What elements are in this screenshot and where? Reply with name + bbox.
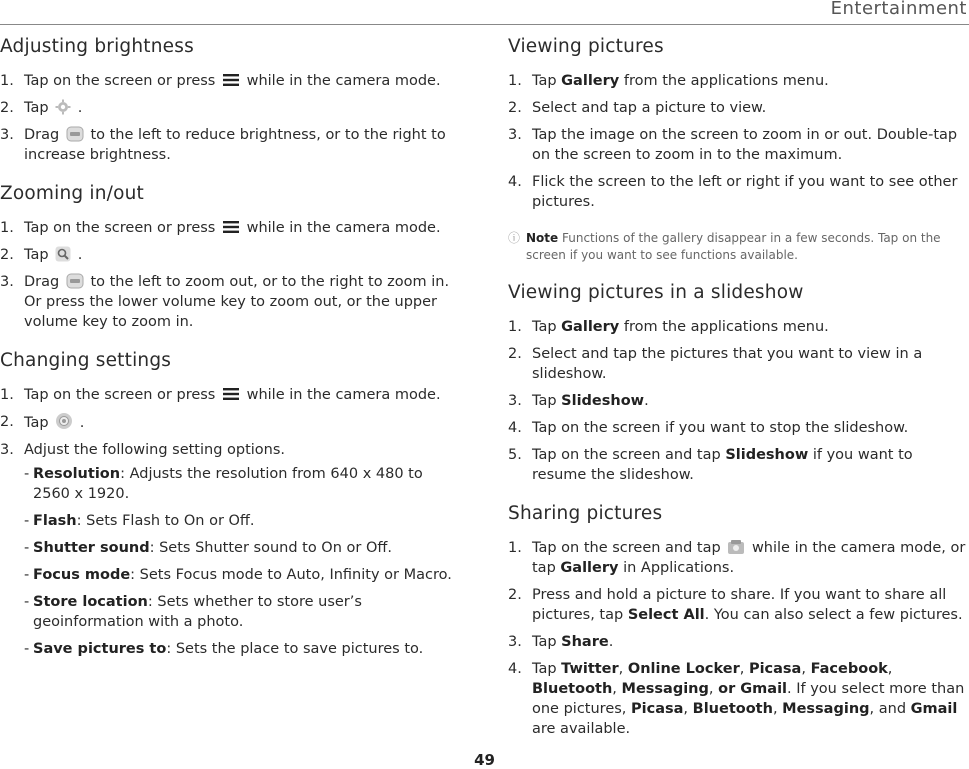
step-text: Select and tap a picture to view. — [532, 100, 767, 116]
step-text: . — [77, 100, 83, 116]
step — [508, 632, 968, 652]
note-label: Note — [526, 231, 559, 245]
step-text: , and — [869, 701, 907, 717]
option-name: Save pictures to — [33, 641, 167, 657]
steps-list — [508, 317, 968, 485]
step-text: are available. — [532, 721, 631, 737]
step-text: Tap — [24, 247, 49, 263]
step-number: 1. — [0, 220, 14, 236]
option-description: : Adjusts the resolution from 640 x 480 to 2560 x 1920. — [33, 466, 423, 502]
step: 4. Tap Twitter, Online Locker, Picasa, Facebook, Bluetooth, Messaging, or Gmail. If you select more than one pictures, Picasa, Bluetooth, Messaging, and Gmail are available. — [508, 661, 965, 737]
step-number: 4. — [508, 420, 522, 436]
option-description: : Sets the place to save pictures to. — [166, 641, 424, 657]
step — [508, 585, 968, 625]
option-description: : Sets Focus mode to Auto, Infinity or Macro. — [130, 567, 452, 583]
section-viewing-pictures — [508, 36, 968, 264]
option-description: : Sets Shutter sound to On or Off. — [149, 540, 392, 556]
step-number: 1. — [0, 387, 14, 403]
step-number: 4. — [508, 174, 522, 190]
option-name: Flash — [33, 513, 77, 529]
step-number: 3. — [0, 274, 14, 290]
step-text: . — [77, 247, 83, 263]
section-heading: Sharing pictures — [508, 503, 663, 524]
step-number: 2. — [508, 587, 522, 603]
step-text: Flick the screen to the left or right if you want to see other pictures. — [532, 174, 958, 210]
step-number: 1. — [508, 73, 522, 89]
slideshow-term: Slideshow — [561, 393, 645, 409]
section-slideshow — [508, 282, 968, 485]
settings-icon — [55, 412, 73, 430]
step-number: 3. — [0, 127, 14, 143]
section-heading: Adjusting brightness — [0, 36, 194, 57]
step-text: while in the camera mode. — [246, 387, 441, 403]
picasa-term: Picasa — [748, 661, 802, 677]
dash: - — [24, 540, 30, 556]
slideshow-term: Slideshow — [725, 447, 809, 463]
step-text: . — [608, 634, 614, 650]
steps-list — [508, 71, 968, 212]
step-text: from the applications menu. — [623, 73, 829, 89]
setting-option — [24, 639, 455, 659]
option-name: Focus mode — [33, 567, 131, 583]
step-text: Select and tap the pictures that you want to view in a slideshow. — [532, 346, 923, 382]
step — [508, 125, 968, 165]
step-text: Tap on the screen or press — [24, 220, 216, 236]
slider-handle-icon — [66, 126, 84, 142]
step-text: Tap — [532, 634, 557, 650]
step-text: Tap — [532, 661, 557, 677]
slider-handle-icon — [66, 273, 84, 289]
page-number: 49 — [474, 751, 495, 769]
step-text: . If you select more than one pictures, — [532, 681, 965, 717]
dash: - — [24, 513, 30, 529]
right-column — [508, 36, 968, 757]
gmail-term: Gmail — [910, 701, 958, 717]
step-text: . — [79, 415, 85, 431]
step — [508, 538, 968, 578]
online-locker-term: Online Locker — [627, 661, 740, 677]
step-text: . You can also select a few pictures. — [704, 607, 963, 623]
step — [0, 98, 455, 118]
step-number: 1. — [508, 319, 522, 335]
dash: - — [24, 594, 30, 610]
gallery-term: Gallery — [560, 560, 619, 576]
setting-option — [24, 511, 455, 531]
step-number: 3. — [508, 634, 522, 650]
section-heading: Zooming in/out — [0, 183, 145, 204]
step — [508, 98, 968, 118]
option-description: : Sets Flash to On or Off. — [76, 513, 255, 529]
section-heading: Viewing pictures in a slideshow — [508, 282, 804, 303]
step-text: Tap — [24, 100, 49, 116]
step — [0, 71, 455, 91]
step-text: from the applications menu. — [623, 319, 829, 335]
option-name: Shutter sound — [33, 540, 150, 556]
section-sharing-pictures — [508, 503, 968, 739]
step-number: 3. — [508, 127, 522, 143]
step — [508, 418, 968, 438]
setting-option — [24, 565, 455, 585]
step-text: Press and hold a picture to share. If you want to share all pictures, tap — [532, 587, 947, 623]
step-text: Tap the image on the screen to zoom in or out. Double-tap on the screen to zoom in to the maximum. — [532, 127, 958, 163]
step — [0, 218, 455, 238]
step-number: 4. — [508, 661, 522, 677]
dash: - — [24, 641, 30, 657]
step — [0, 272, 455, 332]
step-number: 2. — [508, 100, 522, 116]
step — [0, 125, 455, 165]
menu-icon — [222, 219, 240, 235]
setting-option — [24, 538, 455, 558]
step-number: 3. — [0, 442, 14, 458]
header-divider — [0, 24, 969, 25]
share-term: Share — [561, 634, 609, 650]
step-text: to the left to reduce brightness, or to the right to increase brightness. — [24, 127, 446, 163]
picasa-term: Picasa — [631, 701, 684, 717]
steps-list — [0, 218, 455, 332]
step-text: Tap on the screen or press — [24, 73, 216, 89]
step-text: . — [644, 393, 649, 409]
step-text: to the left to zoom out, or to the right to zoom in. Or press the lower volume key to zoom out, or the upper volume key to zoom in. — [24, 274, 450, 330]
step-text: Tap on the screen or press — [24, 387, 216, 403]
option-name: Resolution — [33, 466, 121, 482]
steps-list — [0, 71, 455, 165]
setting-option — [24, 464, 455, 504]
step-text: Tap — [532, 393, 557, 409]
steps-list — [508, 538, 968, 739]
step-text: Adjust the following setting options. — [24, 442, 286, 458]
header-title: Entertainment — [830, 0, 967, 19]
setting-options-list — [24, 464, 455, 659]
step-text: Drag — [24, 274, 60, 290]
facebook-term: Facebook — [810, 661, 888, 677]
step-text: Tap on the screen and tap — [532, 540, 721, 556]
step — [508, 391, 968, 411]
step-number: 2. — [0, 247, 14, 263]
step — [0, 245, 455, 265]
step-text: Drag — [24, 127, 60, 143]
step-number: 3. — [508, 393, 522, 409]
bluetooth-term: Bluetooth — [532, 681, 613, 697]
step-text: if you want to resume the slideshow. — [532, 447, 913, 483]
twitter-term: Twitter — [561, 661, 619, 677]
option-name: Store location — [33, 594, 148, 610]
step — [508, 344, 968, 384]
option-description: : Sets whether to store user’s geoinformation with a photo. — [33, 594, 362, 630]
dash: - — [24, 466, 30, 482]
step-text: Tap on the screen and tap — [532, 447, 721, 463]
select-all-term: Select All — [627, 607, 705, 623]
setting-option — [24, 592, 455, 632]
left-column — [0, 36, 455, 677]
note-box — [508, 230, 968, 264]
dash: - — [24, 567, 30, 583]
step-number: 2. — [0, 100, 14, 116]
zoom-magnifier-icon — [55, 246, 71, 262]
step — [508, 317, 968, 337]
gallery-term: Gallery — [561, 73, 620, 89]
step — [508, 172, 968, 212]
step-text: while in the camera mode. — [246, 73, 441, 89]
gallery-term: Gallery — [561, 319, 620, 335]
step-number: 5. — [508, 447, 522, 463]
section-heading: Viewing pictures — [508, 36, 664, 57]
step-text: while in the camera mode. — [246, 220, 441, 236]
step — [0, 412, 455, 433]
messaging-term: Messaging — [621, 681, 709, 697]
step-number: 1. — [0, 73, 14, 89]
note-info-icon: ⓘ — [508, 231, 521, 245]
step-text: Tap — [532, 73, 557, 89]
steps-list — [0, 385, 455, 659]
gmail-term: or Gmail — [718, 681, 788, 697]
step-number: 1. — [508, 540, 522, 556]
section-heading: Changing settings — [0, 350, 172, 371]
step-text: Tap — [532, 319, 557, 335]
section-changing-settings — [0, 350, 455, 659]
bluetooth-term: Bluetooth — [692, 701, 773, 717]
step — [508, 445, 968, 485]
step-number: 2. — [0, 414, 14, 430]
menu-icon — [222, 72, 240, 88]
brightness-gear-icon — [55, 99, 71, 115]
section-adjusting-brightness — [0, 36, 455, 165]
menu-icon — [222, 386, 240, 402]
step-text: Tap on the screen if you want to stop the slideshow. — [532, 420, 909, 436]
step-number: 2. — [508, 346, 522, 362]
step — [0, 440, 455, 659]
step — [0, 385, 455, 405]
step-text: while in the camera mode, or tap — [532, 540, 966, 576]
section-zooming — [0, 183, 455, 332]
step-text: in Applications. — [623, 560, 735, 576]
step-text: Tap — [24, 415, 49, 431]
note-text: Functions of the gallery disappear in a few seconds. Tap on the screen if you want to see functions available. — [526, 231, 941, 262]
messaging-term: Messaging — [782, 701, 870, 717]
gallery-icon — [727, 539, 745, 555]
step — [508, 71, 968, 91]
